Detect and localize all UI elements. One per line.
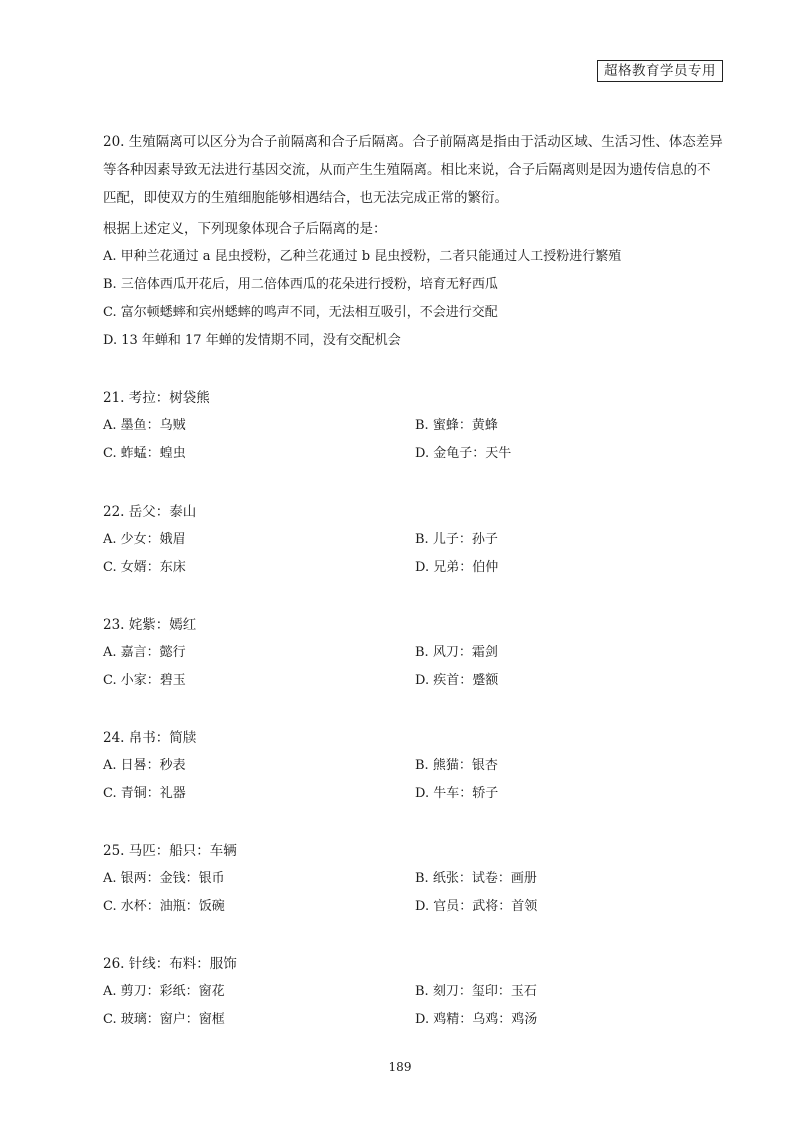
question-21-option-c: C. 蚱蜢：蝗虫 — [103, 446, 186, 461]
question-23-option-a: A. 嘉言：懿行 — [103, 645, 186, 660]
question-23-option-b: B. 风刀：霜剑 — [415, 645, 498, 660]
page-number: 189 — [388, 1060, 412, 1074]
question-21-stem: 21. 考拉：树袋熊 — [103, 390, 210, 406]
question-24-stem: 24. 帛书：简牍 — [103, 730, 197, 746]
question-25-option-b: B. 纸张：试卷：画册 — [415, 871, 537, 886]
question-22-stem: 22. 岳父：泰山 — [103, 504, 197, 520]
question-26-option-c: C. 玻璃：窗户：窗框 — [103, 1012, 225, 1027]
question-24-option-d: D. 牛车：轿子 — [415, 786, 499, 801]
question-21-option-b: B. 蜜蜂：黄蜂 — [415, 418, 498, 433]
header-badge: 超格教育学员专用 — [597, 60, 723, 82]
question-25-option-a: A. 银两：金钱：银币 — [103, 871, 225, 886]
question-20-option-b: B. 三倍体西瓜开花后，用二倍体西瓜的花朵进行授粉，培育无籽西瓜 — [103, 277, 498, 292]
question-26-option-a: A. 剪刀：彩纸：窗花 — [103, 984, 225, 999]
question-20-prompt: 根据上述定义，下列现象体现合子后隔离的是： — [103, 221, 387, 237]
question-23-option-c: C. 小家：碧玉 — [103, 673, 186, 688]
question-20-option-d: D. 13 年蝉和 17 年蝉的发情期不同，没有交配机会 — [103, 333, 401, 348]
question-20-text: 20. 生殖隔离可以区分为合子前隔离和合子后隔离。合子前隔离是指由于活动区域、生活习性、体态差异等各种因素导致无法进行基因交流，从而产生生殖隔离。相比来说，合子后隔离则是因为遗传信息的不匹配，即使双方的生殖细胞能够相遇结合，也无法完成正常的繁衍。 — [103, 134, 723, 206]
question-23-stem: 23. 姹紫：嫣红 — [103, 617, 197, 633]
question-26-option-b: B. 刻刀：玺印：玉石 — [415, 984, 537, 999]
question-24-option-c: C. 青铜：礼器 — [103, 786, 186, 801]
question-21-option-d: D. 金龟子：天牛 — [415, 446, 512, 461]
question-25-option-c: C. 水杯：油瓶：饭碗 — [103, 899, 225, 914]
question-20-option-a: A. 甲种兰花通过 a 昆虫授粉，乙种兰花通过 b 昆虫授粉，二者只能通过人工授粉进行繁殖 — [103, 249, 622, 264]
question-24-option-a: A. 日晷：秒表 — [103, 758, 186, 773]
question-22-option-c: C. 女婿：东床 — [103, 560, 186, 575]
question-25-option-d: D. 官员：武将：首领 — [415, 899, 538, 914]
question-22-option-d: D. 兄弟：伯仲 — [415, 560, 499, 575]
question-26-stem: 26. 针线：布料：服饰 — [103, 956, 237, 972]
question-20-option-c: C. 富尔顿蟋蟀和宾州蟋蟀的鸣声不同，无法相互吸引，不会进行交配 — [103, 305, 498, 320]
question-22-option-b: B. 儿子：孙子 — [415, 532, 498, 547]
question-25-stem: 25. 马匹：船只：车辆 — [103, 843, 237, 859]
question-21-option-a: A. 墨鱼：乌贼 — [103, 418, 186, 433]
question-26-option-d: D. 鸡精：乌鸡：鸡汤 — [415, 1012, 538, 1027]
question-23-option-d: D. 疾首：蹙额 — [415, 673, 499, 688]
question-24-option-b: B. 熊猫：银杏 — [415, 758, 498, 773]
question-22-option-a: A. 少女：娥眉 — [103, 532, 186, 547]
